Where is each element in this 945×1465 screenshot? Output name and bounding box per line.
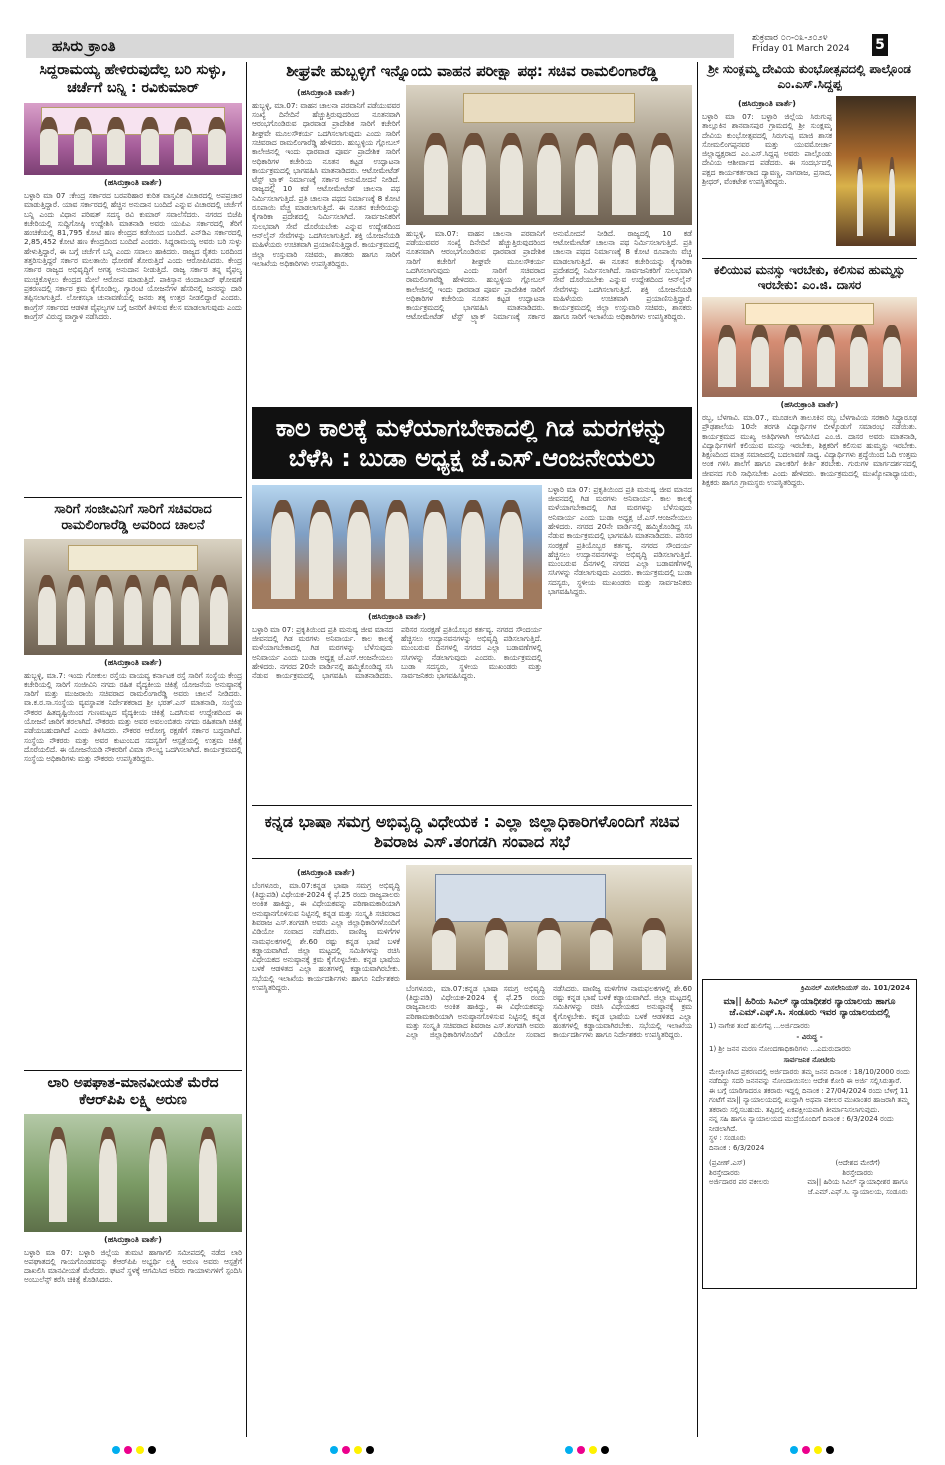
photo-sanjeevini-launch [24, 539, 242, 655]
stage-banner [463, 93, 635, 123]
magenta-dot [124, 1446, 132, 1454]
magenta-dot [802, 1446, 810, 1454]
notice-line: 1) ಶ್ರೀ ಜನನ ಮರಣ ನೋಂದಣಾಧಿಕಾರಿಗಳು ...ಎದುರುದಾರರು [709, 1044, 851, 1053]
article-body-dasara: ರಬ್ಬ, ಬೆಳಗಾವಿ. ಮಾ.07., ಮೂಡಲಗಿ ತಾಲೂಕಿನ ರಬ್ಬ ಬೆಳಗಾವಿಯ ಸರಕಾರಿ ಸಿದ್ದಾರೂಢ ಪ್ರೌಢಶಾಲೆಯ 10ನೇ ತರಗತಿ ವಿದ್ಯಾರ್ಥಿಗಳ ಬೀಳ್ಕೊಡುಗೆ ಸಮಾರಂಭ ನಡೆಯಿತು. ಕಾರ್ಯಕ್ರಮದ ಮುಖ್ಯ ಅತಿಥಿಗಳಾಗಿ ಆಗಮಿಸಿದ ಎಂ.ಜಿ. ದಾಸರ ಅವರು ಮಾತನಾಡಿ, ವಿದ್ಯಾರ್ಥಿಗಳಿಗೆ ಕಲಿಯುವ ಮನಸ್ಸು ಇರಬೇಕು, ಶಿಕ್ಷಕರಿಗೆ ಕಲಿಸುವ ಹುಮ್ಮಸ್ಸು ಇರಬೇಕು. ಶಿಕ್ಷಣದಿಂದ ಮಾತ್ರ ಸಮಾಜದಲ್ಲಿ ಬದಲಾವಣೆ ಸಾಧ್ಯ. ವಿದ್ಯಾರ್ಥಿಗಳು ಶ್ರದ್ಧೆಯಿಂದ ಓದಿ ಉತ್ತಮ ಅಂಕ ಗಳಿಸಿ ಶಾಲೆಗೆ ಹಾಗೂ ಪಾಲಕರಿಗೆ ಕೀರ್ತಿ ತರಬೇಕು. ಗುರುಗಳ ಮಾರ್ಗದರ್ಶನದಲ್ಲಿ ಜೀವನದ ಗುರಿ ಸಾಧಿಸಬೇಕು ಎಂದು ಹೇಳಿದರು. ಕಾರ್ಯಕ್ರಮದಲ್ಲಿ ಮುಖ್ಯೋಪಾಧ್ಯಾಯರು, ಶಿಕ್ಷಕರು ಹಾಗೂ ಗ್ರಾಮಸ್ಥರು ಉಪಸ್ಥಿತರಿದ್ದರು. [702, 413, 917, 488]
article-title-test-track: ಶೀಘ್ರವೇ ಹುಬ್ಬಳ್ಳಿಗೆ ಇನ್ನೊಂದು ವಾಹನ ಪರೀಕ್ಷಾ ಪಥ: ಸಚಿವ ರಾಮಲಿಂಗಾರೆಡ್ಡಿ [286, 62, 658, 80]
article-dateline: (ಹಸಿರುಕ್ರಾಂತಿ ವಾರ್ತೆ) [297, 867, 355, 877]
article-body-sarige-sanjeevini: ಹುಬ್ಬಳ್ಳಿ, ಮಾ.7: ಇಂದು ಗೋಕುಲ ರಸ್ತೆಯ ವಾಯವ್ಯ ಕರ್ನಾಟಕ ರಸ್ತೆ ಸಾರಿಗೆ ಸಂಸ್ಥೆಯ ಕೇಂದ್ರ ಕಚೇರಿಯಲ್ಲಿ ಸಾರಿಗೆ ಸಂಜೀವಿನಿ ನಗದು ರಹಿತ ವೈದ್ಯಕೀಯ ಚಿಕಿತ್ಸೆ ಯೋಜನೆಯ ಅನುಷ್ಠಾನಕ್ಕೆ ಸಾರಿಗೆ ಮತ್ತು ಮುಜರಾಯಿ ಸಚಿವರಾದ ರಾಮಲಿಂಗಾರೆಡ್ಡಿ ಅವರು ಚಾಲನೆ ನೀಡಿದರು. ವಾ.ಕ.ರ.ಸಾ.ಸಂಸ್ಥೆಯ ವ್ಯವಸ್ಥಾಪಕ ನಿರ್ದೇಶಕರಾದ ಶ್ರೀ ಭರತ್.ಎಸ್ ಮಾತನಾಡಿ, ಸಂಸ್ಥೆಯ ನೌಕರರ ಹಿತದೃಷ್ಟಿಯಿಂದ ಗುಣಮಟ್ಟದ ವೈದ್ಯಕೀಯ ಚಿಕಿತ್ಸೆ ಒದಗಿಸುವ ಉದ್ದೇಶದಿಂದ ಈ ಯೋಜನೆ ಜಾರಿಗೆ ತರಲಾಗಿದೆ. ನೌಕರರು ಮತ್ತು ಅವರ ಅವಲಂಬಿತರು ನಗದು ರಹಿತವಾಗಿ ಚಿಕಿತ್ಸೆ ಪಡೆಯಬಹುದಾಗಿದೆ ಎಂದು ತಿಳಿಸಿದರು. ನೌಕರರ ಆರೋಗ್ಯ ರಕ್ಷಣೆಗೆ ಸರ್ಕಾರ ಬದ್ಧವಾಗಿದೆ. ಸಂಸ್ಥೆಯ ನೌಕರರು ಮತ್ತು ಅವರ ಕುಟುಂಬದ ಸದಸ್ಯರಿಗೆ ಆಸ್ಪತ್ರೆಯಲ್ಲಿ ಉತ್ತಮ ಚಿಕಿತ್ಸೆ ದೊರೆಯಲಿದೆ. ಈ ಯೋಜನೆಯಡಿ ನೌಕರರಿಗೆ ವಿಮಾ ಸೌಲಭ್ಯ ಒದಗಿಸಲಾಗಿದೆ. ಕಾರ್ಯಕ್ರಮದಲ್ಲಿ ಸಂಸ್ಥೆಯ ಅಧಿಕಾರಿಗಳು ಮತ್ತು ನೌಕರರು ಉಪಸ್ಥಿತರಿದ್ದರು. [24, 670, 242, 764]
cyan-dot [330, 1446, 338, 1454]
registration-marks-center-right [565, 1446, 609, 1458]
black-dot [366, 1446, 374, 1454]
cyan-dot [790, 1446, 798, 1454]
article-title-sunklamma: ಶ್ರೀ ಸುಂಕ್ಲಮ್ಮ ದೇವಿಯ ಕುಂಭೋತ್ಸವದಲ್ಲಿ ಪಾಲ್ಗೊಂಡ ಎಂ.ಎಸ್.ಸಿದ್ದಪ್ಪ [708, 62, 911, 91]
yellow-dot [136, 1446, 144, 1454]
cyan-dot [112, 1446, 120, 1454]
left-column [24, 62, 242, 1442]
photo-school-farewell [702, 297, 917, 397]
photo-people [264, 512, 531, 599]
court-notice [702, 979, 917, 1289]
black-dot [826, 1446, 834, 1454]
notice-line: 1) ನಾಗೇಶ ತಂದೆ ಹುಲಿಗೆಪ್ಪ ...ಅರ್ಜಿದಾರರು [709, 1021, 810, 1030]
article-body-sunklamma: ಬಳ್ಳಾರಿ ಮಾ 07: ಬಳ್ಳಾರಿ ಜಿಲ್ಲೆಯ ಸಿರುಗುಪ್ಪ ತಾಲ್ಲೂಕಿನ ಶಾನವಾಸಪುರ ಗ್ರಾಮದಲ್ಲಿ ಶ್ರೀ ಸುಂಕ್ಲಮ್ಮ ದೇವಿಯ ಕುಂಭೋತ್ಸವದಲ್ಲಿ ಸಿರುಗುಪ್ಪ ಮಾಜಿ ಶಾಸಕ ಸೋಮಲಿಂಗಪ್ಪನವರ ಮತ್ತು ಯುವಮೋರ್ಚಾ ಜಿಲ್ಲಾಧ್ಯಕ್ಷರಾದ ಎಂ.ಎಸ್.ಸಿದ್ದಪ್ಪ ಅವರು ಪಾಲ್ಗೊಂಡು ದೇವಿಯ ಆಶೀರ್ವಾದ ಪಡೆದರು. ಈ ಸಂದರ್ಭದಲ್ಲಿ ಪಕ್ಷದ ಕಾರ್ಯಕರ್ತರಾದ ದ್ಯಾವಣ್ಣ, ನಾಗರಾಜ, ಪ್ರಸಾದ, ಶ್ರೀಧರ್, ವೆಂಕಟೇಶ ಉಪಸ್ಥಿತರಿದ್ದರು. [702, 112, 832, 187]
article-title-lorry-accident: ಲಾರಿ ಅಪಘಾತ-ಮಾನವೀಯತೆ ಮೆರೆದ ಕೆಆರ್‌ಪಿಪಿ ಲಕ್ಷ್ಮಿ ಅರುಣ [47, 1074, 219, 1108]
black-dot [601, 1446, 609, 1454]
notice-line: ಸ್ಥಳ : ಸಂಡೂರು [709, 1134, 746, 1142]
photo-lorry-accident [24, 1114, 242, 1232]
photo-temple-deity [836, 96, 916, 246]
article-dateline: (ಹಸಿರುಕ್ರಾಂತಿ ವಾರ್ತೆ) [104, 1234, 162, 1244]
photo-video-conference [406, 865, 692, 980]
yellow-dot [354, 1446, 362, 1454]
notice-signature-court: (ಆದೇಶದ ಮೇರೆಗೆ) ಶಿರಸ್ತೇದಾರರು ಮಾ|| ಹಿರಿಯ ಸಿವಿಲ್ ನ್ಯಾಯಾಧೀಶರ ಹಾಗೂ ಜೆ.ಎಮ್.ಎಫ್.ಸಿ. ನ್ಯಾಯಾಲಯ, ಸಂಡೂರು [807, 1159, 909, 1196]
notice-title: ಮಾ|| ಹಿರಿಯ ಸಿವಿಲ್ ನ್ಯಾಯಾಧೀಶರ ನ್ಯಾಯಾಲಯ ಹಾಗೂ ಜೆ.ಎಮ್.ಎಫ್.ಸಿ. ಸಂಡೂರು ಇವರ ನ್ಯಾಯಾಲಯದಲ್ಲಿ [723, 996, 896, 1018]
conference-screen [435, 874, 607, 922]
photo-people [844, 169, 908, 237]
article-body-plant-trees-continued: ಬಳ್ಳಾರಿ ಮಾ 07: ಪ್ರಕೃತಿಯಿಂದ ಪ್ರತಿ ಮನುಷ್ಯ ಜೀವ ಮಾನದ ಜೀವನದಲ್ಲಿ ಗಿಡ ಮರಗಳು ಅನಿವಾರ್ಯ. ಕಾಲ ಕಾಲಕ್ಕೆ ಮಳೆಯಾಗಬೇಕಾದಲ್ಲಿ ಗಿಡ ಮರಗಳನ್ನು ಬೆಳೆಸುವುದು ಅನಿವಾರ್ಯ ಎಂದು ಬುಡಾ ಅಧ್ಯಕ್ಷ ಜೆ.ಎಸ್.ಆಂಜನೇಯಲು ಹೇಳಿದರು. ನಗರದ 20ನೇ ವಾರ್ಡಿನಲ್ಲಿ ಹಮ್ಮಿಕೊಂಡಿದ್ದ ಸಸಿ ನೆಡುವ ಕಾರ್ಯಕ್ರಮದಲ್ಲಿ ಭಾಗವಹಿಸಿ ಮಾತನಾಡಿದರು. ಪರಿಸರ ಸಂರಕ್ಷಣೆ ಪ್ರತಿಯೊಬ್ಬರ ಕರ್ತವ್ಯ. ನಗರದ ಸೌಂದರ್ಯ ಹೆಚ್ಚಿಸಲು ಉದ್ಯಾನವನಗಳನ್ನು ಅಭಿವೃದ್ಧಿ ಪಡಿಸಲಾಗುತ್ತಿದೆ. ಮುಂಬರುವ ದಿನಗಳಲ್ಲಿ ನಗರದ ಎಲ್ಲಾ ಬಡಾವಣೆಗಳಲ್ಲಿ ಸಸಿಗಳನ್ನು ನೆಡಲಾಗುವುದು ಎಂದರು. ಕಾರ್ಯಕ್ರಮದಲ್ಲಿ ಬುಡಾ ಸದಸ್ಯರು, ಸ್ಥಳೀಯ ಮುಖಂಡರು ಮತ್ತು ಸಾರ್ವಜನಿಕರು ಭಾಗವಹಿಸಿದ್ದರು. [548, 484, 692, 597]
article-title-plant-trees: ಕಾಲ ಕಾಲಕ್ಕೆ ಮಳೆಯಾಗಬೇಕಾದಲ್ಲಿ ಗಿಡ ಮರಗಳನ್ನು ಬೆಳೆಸಿ : ಬುಡಾ ಅಧ್ಯಕ್ಷ ಜೆ.ಎಸ್.ಆಂಜನೇಯಲು [252, 407, 692, 479]
article-body-lorry-accident: ಬಳ್ಳಾರಿ ಮಾ 07: ಬಳ್ಳಾರಿ ಜಿಲ್ಲೆಯ ತುಮಟಿ ಹಾಗಾಗಲಿ ಸಮೀಪದಲ್ಲಿ ನಡೆದ ಲಾರಿ ಅಪಘಾತದಲ್ಲಿ ಗಾಯಗೊಂಡವರನ್ನು ಕೆಆರ್‌ಪಿಪಿ ಅಭ್ಯರ್ಥಿ ಲಕ್ಷ್ಮಿ ಅರುಣ ಅವರು ಆಸ್ಪತ್ರೆಗೆ ದಾಖಲಿಸಿ ಮಾನವೀಯತೆ ಮೆರೆದರು. ಘಟನೆ ಸ್ಥಳಕ್ಕೆ ಆಗಮಿಸಿದ ಅವರು ಗಾಯಾಳುಗಳಿಗೆ ಸ್ಪಂದಿಸಿ ಅಂಬುಲೆನ್ಸ್ ಕರೆಸಿ ಚಿಕಿತ್ಸೆ ಕೊಡಿಸಿದರು. [24, 1247, 242, 1285]
article-dateline: (ಹಸಿರುಕ್ರಾಂತಿ ವಾರ್ತೆ) [780, 400, 839, 409]
article-body-kannada-bill-continued: ಬೆಂಗಳೂರು, ಮಾ.07:ಕನ್ನಡ ಭಾಷಾ ಸಮಗ್ರ ಅಭಿವೃದ್ಧಿ (ತಿದ್ದುಪಡಿ) ವಿಧೇಯಕ-2024 ಕ್ಕೆ ಫೆ.25 ರಂದು ರಾಜ್ಯಪಾಲರು ಅಂಕಿತ ಹಾಕಿದ್ದು, ಈ ವಿಧೇಯಕವನ್ನು ಪರಿಣಾಮಕಾರಿಯಾಗಿ ಅನುಷ್ಠಾನಗೊಳಿಸುವ ನಿಟ್ಟಿನಲ್ಲಿ ಕನ್ನಡ ಮತ್ತು ಸಂಸ್ಕೃತಿ ಸಚಿವರಾದ ಶಿವರಾಜ ಎಸ್.ತಂಗಡಗಿ ಅವರು ಎಲ್ಲಾ ಜಿಲ್ಲಾಧಿಕಾರಿಗಳೊಂದಿಗೆ ವಿಡಿಯೋ ಸಂವಾದ ನಡೆಸಿದರು. ವಾಣಿಜ್ಯ ಮಳಿಗೆಗಳ ನಾಮಫಲಕಗಳಲ್ಲಿ ಶೇ.60 ರಷ್ಟು ಕನ್ನಡ ಭಾಷೆ ಬಳಕೆ ಕಡ್ಡಾಯವಾಗಿದೆ. ಜಿಲ್ಲಾ ಮಟ್ಟದಲ್ಲಿ ಸಮಿತಿಗಳನ್ನು ರಚಿಸಿ ವಿಧೇಯಕದ ಅನುಷ್ಠಾನಕ್ಕೆ ಕ್ರಮ ಕೈಗೊಳ್ಳಬೇಕು. ಕನ್ನಡ ಭಾಷೆಯ ಬಳಕೆ ಆಡಳಿತದ ಎಲ್ಲಾ ಹಂತಗಳಲ್ಲಿ ಕಡ್ಡಾಯವಾಗಿರಬೇಕು. ಸಭೆಯಲ್ಲಿ ಇಲಾಖೆಯ ಕಾರ್ಯದರ್ಶಿಗಳು ಹಾಗೂ ನಿರ್ದೇಶಕರು ಉಪಸ್ಥಿತರಿದ್ದರು. [406, 983, 692, 1040]
article-title-dasara: ಕಲಿಯುವ ಮನಸ್ಸು ಇರಬೇಕು, ಕಲಿಸುವ ಹುಮ್ಮಸ್ಸು ಇರಬೇಕು: ಎಂ.ಜಿ. ದಾಸರ [713, 263, 906, 292]
masthead-bar [26, 34, 734, 58]
stage-banner [68, 545, 199, 570]
cyan-dot [565, 1446, 573, 1454]
stage-banner [745, 303, 874, 325]
notice-line: ಸಾರ್ವಜನಿಕ ನೋಟೀಸು [783, 1056, 836, 1064]
registration-marks-left [112, 1446, 156, 1458]
registration-marks-center-left [330, 1446, 374, 1458]
magenta-dot [342, 1446, 350, 1454]
newspaper-name: ಹಸಿರು ಕ್ರಾಂತಿ [42, 34, 126, 58]
center-column [252, 62, 692, 1442]
masthead [12, 30, 932, 60]
issue-date-kannada: ಶುಕ್ರವಾರ ೦೧-೦೩-೨೦೨೪ [752, 33, 828, 43]
notice-line: ನನ್ನ ಸಹಿ ಹಾಗೂ ನ್ಯಾಯಾಲಯದ ಮುದ್ರೆಯೊಂದಿಗೆ ದಿನಾಂಕ : 6/3/2024 ರಂದು ನೀಡಲಾಗಿದೆ. [709, 1115, 894, 1133]
notice-case-number: ಕ್ರಿಮಿನಲ್ ಮಿಸಲೇನಿಯಸ್ ನಂ. 101/2024 [800, 984, 910, 992]
photo-people [711, 337, 909, 387]
page-number: 5 [872, 34, 888, 56]
article-title-sarige-sanjeevini: ಸಾರಿಗೆ ಸಂಜೀವಿನಿಗೆ ಸಾರಿಗೆ ಸಚಿವರಾದ ರಾಮಲಿಂಗಾರೆಡ್ಡಿ ಅವರಿಂದ ಚಾಲನೆ [54, 502, 212, 534]
article-body-plant-trees: ಬಳ್ಳಾರಿ ಮಾ 07: ಪ್ರಕೃತಿಯಿಂದ ಪ್ರತಿ ಮನುಷ್ಯ ಜೀವ ಮಾನದ ಜೀವನದಲ್ಲಿ ಗಿಡ ಮರಗಳು ಅನಿವಾರ್ಯ. ಕಾಲ ಕಾಲಕ್ಕೆ ಮಳೆಯಾಗಬೇಕಾದಲ್ಲಿ ಗಿಡ ಮರಗಳನ್ನು ಬೆಳೆಸುವುದು ಅನಿವಾರ್ಯ ಎಂದು ಬುಡಾ ಅಧ್ಯಕ್ಷ ಜೆ.ಎಸ್.ಆಂಜನೇಯಲು ಹೇಳಿದರು. ನಗರದ 20ನೇ ವಾರ್ಡಿನಲ್ಲಿ ಹಮ್ಮಿಕೊಂಡಿದ್ದ ಸಸಿ ನೆಡುವ ಕಾರ್ಯಕ್ರಮದಲ್ಲಿ ಭಾಗವಹಿಸಿ ಮಾತನಾಡಿದರು. ಪರಿಸರ ಸಂರಕ್ಷಣೆ ಪ್ರತಿಯೊಬ್ಬರ ಕರ್ತವ್ಯ. ನಗರದ ಸೌಂದರ್ಯ ಹೆಚ್ಚಿಸಲು ಉದ್ಯಾನವನಗಳನ್ನು ಅಭಿವೃದ್ಧಿ ಪಡಿಸಲಾಗುತ್ತಿದೆ. ಮುಂಬರುವ ದಿನಗಳಲ್ಲಿ ನಗರದ ಎಲ್ಲಾ ಬಡಾವಣೆಗಳಲ್ಲಿ ಸಸಿಗಳನ್ನು ನೆಡಲಾಗುವುದು ಎಂದರು. ಕಾರ್ಯಕ್ರಮದಲ್ಲಿ ಬುಡಾ ಸದಸ್ಯರು, ಸ್ಥಳೀಯ ಮುಖಂಡರು ಮತ್ತು ಸಾರ್ವಜನಿಕರು ಭಾಗವಹಿಸಿದ್ದರು. [252, 624, 542, 681]
notice-line: ಮೇಲ್ಕಾಣಿಸಿದ ಪ್ರಕರಣದಲ್ಲಿ ಅರ್ಜಿದಾರರು ತಮ್ಮ ಜನನ ದಿನಾಂಕ : 18/10/2000 ರಂದು ನಡೆದಿದ್ದು ಸದರಿ ಜನನವನ್ನು ನೋಂದಾಯಿಸಲು ಆದೇಶ ಕೋರಿ ಈ ಅರ್ಜಿ ಸಲ್ಲಿಸಿರುತ್ತಾರೆ. [709, 1067, 910, 1085]
article-body-kannada-bill: ಬೆಂಗಳೂರು, ಮಾ.07:ಕನ್ನಡ ಭಾಷಾ ಸಮಗ್ರ ಅಭಿವೃದ್ಧಿ (ತಿದ್ದುಪಡಿ) ವಿಧೇಯಕ-2024 ಕ್ಕೆ ಫೆ.25 ರಂದು ರಾಜ್ಯಪಾಲರು ಅಂಕಿತ ಹಾಕಿದ್ದು, ಈ ವಿಧೇಯಕವನ್ನು ಪರಿಣಾಮಕಾರಿಯಾಗಿ ಅನುಷ್ಠಾನಗೊಳಿಸುವ ನಿಟ್ಟಿನಲ್ಲಿ ಕನ್ನಡ ಮತ್ತು ಸಂಸ್ಕೃತಿ ಸಚಿವರಾದ ಶಿವರಾಜ ಎಸ್.ತಂಗಡಗಿ ಅವರು ಎಲ್ಲಾ ಜಿಲ್ಲಾಧಿಕಾರಿಗಳೊಂದಿಗೆ ವಿಡಿಯೋ ಸಂವಾದ ನಡೆಸಿದರು. ವಾಣಿಜ್ಯ ಮಳಿಗೆಗಳ ನಾಮಫಲಕಗಳಲ್ಲಿ ಶೇ.60 ರಷ್ಟು ಕನ್ನಡ ಭಾಷೆ ಬಳಕೆ ಕಡ್ಡಾಯವಾಗಿದೆ. ಜಿಲ್ಲಾ ಮಟ್ಟದಲ್ಲಿ ಸಮಿತಿಗಳನ್ನು ರಚಿಸಿ ವಿಧೇಯಕದ ಅನುಷ್ಠಾನಕ್ಕೆ ಕ್ರಮ ಕೈಗೊಳ್ಳಬೇಕು. ಕನ್ನಡ ಭಾಷೆಯ ಬಳಕೆ ಆಡಳಿತದ ಎಲ್ಲಾ ಹಂತಗಳಲ್ಲಿ ಕಡ್ಡಾಯವಾಗಿರಬೇಕು. ಸಭೆಯಲ್ಲಿ ಇಲಾಖೆಯ ಕಾರ್ಯದರ್ಶಿಗಳು ಹಾಗೂ ನಿರ್ದೇಶಕರು ಉಪಸ್ಥಿತರಿದ್ದರು. [252, 880, 400, 993]
magenta-dot [577, 1446, 585, 1454]
black-dot [148, 1446, 156, 1454]
photo-bjp-press-meet [24, 103, 242, 175]
column-rule-right [697, 62, 698, 1437]
article-dateline: (ಹಸಿರುಕ್ರಾಂತಿ ವಾರ್ತೆ) [297, 87, 355, 97]
yellow-dot [814, 1446, 822, 1454]
right-column [702, 62, 917, 1442]
article-dateline: (ಹಸಿರುಕ್ರಾಂತಿ ವಾರ್ತೆ) [368, 611, 426, 621]
yellow-dot [589, 1446, 597, 1454]
photo-people [417, 930, 680, 970]
issue-date-english: Friday 01 March 2024 [752, 44, 850, 54]
article-title-ravikumar: ಸಿದ್ದರಾಮಯ್ಯ ಹೇಳಿರುವುದೆಲ್ಲ ಬರಿ ಸುಳ್ಳು, ಚರ್ಚೆಗೆ ಬನ್ನಿ : ರವಿಕುಮಾರ್ [39, 62, 227, 96]
photo-rto-inauguration [406, 85, 692, 225]
notice-line: - ವಿರುದ್ಧ - [796, 1033, 823, 1041]
article-dateline: (ಹಸಿರುಕ್ರಾಂತಿ ವಾರ್ತೆ) [738, 99, 796, 108]
notice-line: ದಿನಾಂಕ : 6/3/2024 [709, 1143, 765, 1152]
article-title-kannada-bill: ಕನ್ನಡ ಭಾಷಾ ಸಮಗ್ರ ಅಭಿವೃದ್ಧಿ ವಿಧೇಯಕ : ಎಲ್ಲಾ ಜಿಲ್ಲಾಧಿಕಾರಿಗಳೊಂದಿಗೆ ಸಚಿವ ಶಿವರಾಜ ಎಸ್.ತಂಗಡಗಿ ಸಂವಾದ ಸಭೆ [252, 805, 692, 859]
photo-people [33, 129, 234, 165]
photo-buda-president [252, 485, 542, 609]
article-body-test-track-continued: ಹುಬ್ಬಳ್ಳಿ, ಮಾ.07: ವಾಹನ ಚಾಲನಾ ಪರವಾನಿಗೆ ಪಡೆಯುವವರ ಸಂಖ್ಯೆ ದಿನೇದಿನೆ ಹೆಚ್ಚುತ್ತಿರುವುದರಿಂದ ನೂತನವಾಗಿ ಆರಂಭಗೊಂಡಿರುವ ಧಾರವಾಡ ಪ್ರಾದೇಶಿಕ ಸಾರಿಗೆ ಕಚೇರಿಗೆ ಶೀಘ್ರವೇ ಮೂಲಸೌಕರ್ಯ ಒದಗಿಸಲಾಗುವುದು ಎಂದು ಸಾರಿಗೆ ಸಚಿವರಾದ ರಾಮಲಿಂಗಾರೆಡ್ಡಿ ಹೇಳಿದರು. ಹುಬ್ಬಳ್ಳಿಯ ಗ್ಲೋಬಲ್ ಕಾಲೇಜಿನಲ್ಲಿ ಇಂದು ಧಾರವಾಡ ಪೂರ್ವ ಪ್ರಾದೇಶಿಕ ಸಾರಿಗೆ ಅಧಿಕಾರಿಗಳ ಕಚೇರಿಯ ನೂತನ ಕಟ್ಟಡ ಉದ್ಘಾಟನಾ ಕಾರ್ಯಕ್ರಮದಲ್ಲಿ ಭಾಗವಹಿಸಿ ಮಾತನಾಡಿದರು. ಆಟೋಮೇಟೆಡ್ ಟೆಸ್ಟ್ ಟ್ರ್ಯಾಕ್ ನಿರ್ಮಾಣಕ್ಕೆ ಸರ್ಕಾರ ಅನುಮೋದನೆ ನೀಡಿದೆ. ರಾಜ್ಯದಲ್ಲಿ 10 ಕಡೆ ಆಟೋಮೇಟೆಡ್ ಚಾಲನಾ ಪಥ ನಿರ್ಮಿಸಲಾಗುತ್ತಿದೆ. ಪ್ರತಿ ಚಾಲನಾ ಪಥದ ನಿರ್ಮಾಣಕ್ಕೆ 8 ಕೋಟಿ ರೂಪಾಯಿ ವೆಚ್ಚ ಮಾಡಲಾಗುತ್ತಿದೆ. ಈ ನೂತನ ಕಚೇರಿಯನ್ನು ಕೈಗಾರಿಕಾ ಪ್ರದೇಶದಲ್ಲಿ ನಿರ್ಮಿಸಲಾಗಿದೆ. ಸಾರ್ವಜನಿಕರಿಗೆ ಸುಲಭವಾಗಿ ಸೇವೆ ದೊರೆಯಬೇಕು ಎನ್ನುವ ಉದ್ದೇಶದಿಂದ ಆನ್‌ಲೈನ್ ಸೇವೆಗಳನ್ನು ಒದಗಿಸಲಾಗುತ್ತಿದೆ. ಶಕ್ತಿ ಯೋಜನೆಯಡಿ ಮಹಿಳೆಯರು ಉಚಿತವಾಗಿ ಪ್ರಯಾಣಿಸುತ್ತಿದ್ದಾರೆ. ಕಾರ್ಯಕ್ರಮದಲ್ಲಿ ಜಿಲ್ಲಾ ಉಸ್ತುವಾರಿ ಸಚಿವರು, ಶಾಸಕರು ಹಾಗೂ ಸಾರಿಗೆ ಇಲಾಖೆಯ ಅಧಿಕಾರಿಗಳು ಉಪಸ್ಥಿತರಿದ್ದರು. [406, 228, 692, 322]
photo-people [417, 145, 680, 215]
registration-marks-right [790, 1446, 834, 1458]
article-body-test-track: ಹುಬ್ಬಳ್ಳಿ, ಮಾ.07: ವಾಹನ ಚಾಲನಾ ಪರವಾನಿಗೆ ಪಡೆಯುವವರ ಸಂಖ್ಯೆ ದಿನೇದಿನೆ ಹೆಚ್ಚುತ್ತಿರುವುದರಿಂದ ನೂತನವಾಗಿ ಆರಂಭಗೊಂಡಿರುವ ಧಾರವಾಡ ಪ್ರಾದೇಶಿಕ ಸಾರಿಗೆ ಕಚೇರಿಗೆ ಶೀಘ್ರವೇ ಮೂಲಸೌಕರ್ಯ ಒದಗಿಸಲಾಗುವುದು ಎಂದು ಸಾರಿಗೆ ಸಚಿವರಾದ ರಾಮಲಿಂಗಾರೆಡ್ಡಿ ಹೇಳಿದರು. ಹುಬ್ಬಳ್ಳಿಯ ಗ್ಲೋಬಲ್ ಕಾಲೇಜಿನಲ್ಲಿ ಇಂದು ಧಾರವಾಡ ಪೂರ್ವ ಪ್ರಾದೇಶಿಕ ಸಾರಿಗೆ ಅಧಿಕಾರಿಗಳ ಕಚೇರಿಯ ನೂತನ ಕಟ್ಟಡ ಉದ್ಘಾಟನಾ ಕಾರ್ಯಕ್ರಮದಲ್ಲಿ ಭಾಗವಹಿಸಿ ಮಾತನಾಡಿದರು. ಆಟೋಮೇಟೆಡ್ ಟೆಸ್ಟ್ ಟ್ರ್ಯಾಕ್ ನಿರ್ಮಾಣಕ್ಕೆ ಸರ್ಕಾರ ಅನುಮೋದನೆ ನೀಡಿದೆ. ರಾಜ್ಯದಲ್ಲಿ 10 ಕಡೆ ಆಟೋಮೇಟೆಡ್ ಚಾಲನಾ ಪಥ ನಿರ್ಮಿಸಲಾಗುತ್ತಿದೆ. ಪ್ರತಿ ಚಾಲನಾ ಪಥದ ನಿರ್ಮಾಣಕ್ಕೆ 8 ಕೋಟಿ ರೂಪಾಯಿ ವೆಚ್ಚ ಮಾಡಲಾಗುತ್ತಿದೆ. ಈ ನೂತನ ಕಚೇರಿಯನ್ನು ಕೈಗಾರಿಕಾ ಪ್ರದೇಶದಲ್ಲಿ ನಿರ್ಮಿಸಲಾಗಿದೆ. ಸಾರ್ವಜನಿಕರಿಗೆ ಸುಲಭವಾಗಿ ಸೇವೆ ದೊರೆಯಬೇಕು ಎನ್ನುವ ಉದ್ದೇಶದಿಂದ ಆನ್‌ಲೈನ್ ಸೇವೆಗಳನ್ನು ಒದಗಿಸಲಾಗುತ್ತಿದೆ. ಶಕ್ತಿ ಯೋಜನೆಯಡಿ ಮಹಿಳೆಯರು ಉಚಿತವಾಗಿ ಪ್ರಯಾಣಿಸುತ್ತಿದ್ದಾರೆ. ಕಾರ್ಯಕ್ರಮದಲ್ಲಿ ಜಿಲ್ಲಾ ಉಸ್ತುವಾರಿ ಸಚಿವರು, ಶಾಸಕರು ಹಾಗೂ ಸಾರಿಗೆ ಇಲಾಖೆಯ ಅಧಿಕಾರಿಗಳು ಉಪಸ್ಥಿತರಿದ್ದರು. [252, 100, 400, 268]
photo-people [33, 587, 234, 645]
notice-lines [709, 1022, 910, 1154]
notice-signature-advocate: (ಪ್ರವೀಣ್.ಎಸ್) ಶಿರಸ್ತೇದಾರರು ಅರ್ಜಿದಾರರ ಪರ ವಕೀಲರು [709, 1159, 770, 1186]
column-rule-left [246, 62, 247, 1437]
notice-line: ಈ ಬಗ್ಗೆ ಯಾರಿಗಾದರೂ ತಕರಾರು ಇದ್ದಲ್ಲಿ ದಿನಾಂಕ : 27/04/2024 ರಂದು ಬೆಳಿಗ್ಗೆ 11 ಗಂಟೆಗೆ ಮಾ|| ನ್ಯಾಯಾಲಯದಲ್ಲಿ ಖುದ್ದಾಗಿ ಅಥವಾ ವಕೀಲರ ಮುಖಾಂತರ ಹಾಜರಾಗಿ ತಮ್ಮ ತಕರಾರು ಸಲ್ಲಿಸಬಹುದು. ತಪ್ಪಿದಲ್ಲಿ ಏಕಪಕ್ಷೀಯವಾಗಿ ತೀರ್ಮಾನಿಸಲಾಗುವುದು. [709, 1086, 909, 1114]
article-body-ravikumar: ಬಳ್ಳಾರಿ ಮಾ 07 :ಕೇಂದ್ರ ಸರ್ಕಾರದ ಬರಪರಿಹಾರ ಕುರಿತ ವಾಸ್ತವಿಕ ವಿಚಾರದಲ್ಲಿ ಅಪಪ್ರಚಾರ ಮಾಡುತ್ತಿದ್ದಾರೆ. ಯಾವ ಸರ್ಕಾರದಲ್ಲಿ ಹೆಚ್ಚಿನ ಅನುದಾನ ಬಂದಿದೆ ಎನ್ನುವ ವಿಚಾರದಲ್ಲಿ ಚರ್ಚೆಗೆ ಬನ್ನಿ ಎಂದು ವಿಧಾನ ಪರಿಷತ್ ಸದಸ್ಯ ರವಿ ಕುಮಾರ್ ಸವಾಲೆಸೆದರು. ನಗರದ ಬಿಜೆಪಿ ಕಚೇರಿಯಲ್ಲಿ ಸುದ್ದಿಗೋಷ್ಠಿ ಉದ್ದೇಶಿಸಿ ಮಾತನಾಡಿ ಅವರು ಯುಪಿಎ ಸರ್ಕಾರದಲ್ಲಿ ತೆರಿಗೆ ಹಂಚಿಕೆಯಲ್ಲಿ 81,795 ಕೋಟಿ ಹಣ ಕೇಂದ್ರದ ಕಡೆಯಿಂದ ಬಂದಿದೆ. ಎನ್‌ಡಿಎ ಸರ್ಕಾರದಲ್ಲಿ 2,85,452 ಕೋಟಿ ಹಣ ಕೇಂದ್ರದಿಂದ ಬಂದಿದೆ ಎಂದರು. ಸಿದ್ದರಾಮಯ್ಯ ಅವರು ಬರಿ ಸುಳ್ಳು ಹೇಳುತ್ತಿದ್ದಾರೆ, ಈ ಬಗ್ಗೆ ಚರ್ಚೆಗೆ ಬನ್ನಿ ಎಂದು ಸವಾಲು ಹಾಕಿದರು. ರಾಜ್ಯದ ರೈತರು ಬರದಿಂದ ತತ್ತರಿಸುತ್ತಿದ್ದರೆ ಸರ್ಕಾರ ಮಲತಾಯಿ ಧೋರಣೆ ತೋರುತ್ತಿದೆ ಎಂದು ಆರೋಪಿಸಿದರು. ಕೇಂದ್ರ ಸರ್ಕಾರ ರಾಜ್ಯದ ಅಭಿವೃದ್ಧಿಗೆ ಅಗತ್ಯ ಅನುದಾನ ನೀಡುತ್ತಿದೆ. ರಾಜ್ಯ ಸರ್ಕಾರ ತನ್ನ ವೈಫಲ್ಯ ಮುಚ್ಚಿಕೊಳ್ಳಲು ಕೇಂದ್ರದ ಮೇಲೆ ಆರೋಪ ಮಾಡುತ್ತಿದೆ. ಪಾಕಿಸ್ತಾನ ಜಿಂದಾಬಾದ್ ಘೋಷಣೆ ಪ್ರಕರಣದಲ್ಲಿ ಸರ್ಕಾರ ಕ್ರಮ ಕೈಗೊಂಡಿಲ್ಲ. ಗ್ಯಾರಂಟಿ ಯೋಜನೆಗಳ ಹೆಸರಿನಲ್ಲಿ ಜನರನ್ನು ದಾರಿ ತಪ್ಪಿಸಲಾಗುತ್ತಿದೆ. ಲೋಕಸಭಾ ಚುನಾವಣೆಯಲ್ಲಿ ಜನರು ತಕ್ಕ ಉತ್ತರ ನೀಡಲಿದ್ದಾರೆ ಎಂದರು. ಕಾಂಗ್ರೆಸ್ ಸರ್ಕಾರದ ಆಡಳಿತ ವೈಫಲ್ಯಗಳ ಬಗ್ಗೆ ಜನರಿಗೆ ತಿಳಿಸುವ ಕೆಲಸ ಮಾಡಲಾಗುವುದು ಎಂದು ಕಾಂಗ್ರೆಸ್ ವಿರುದ್ಧ ವಾಗ್ದಾಳಿ ನಡೆಸಿದರು. [24, 191, 242, 321]
article-dateline: (ಹಸಿರುಕ್ರಾಂತಿ ವಾರ್ತೆ) [104, 657, 162, 667]
photo-people [33, 1139, 234, 1222]
article-dateline: (ಹಸಿರುಕ್ರಾಂತಿ ವಾರ್ತೆ) [104, 178, 162, 187]
